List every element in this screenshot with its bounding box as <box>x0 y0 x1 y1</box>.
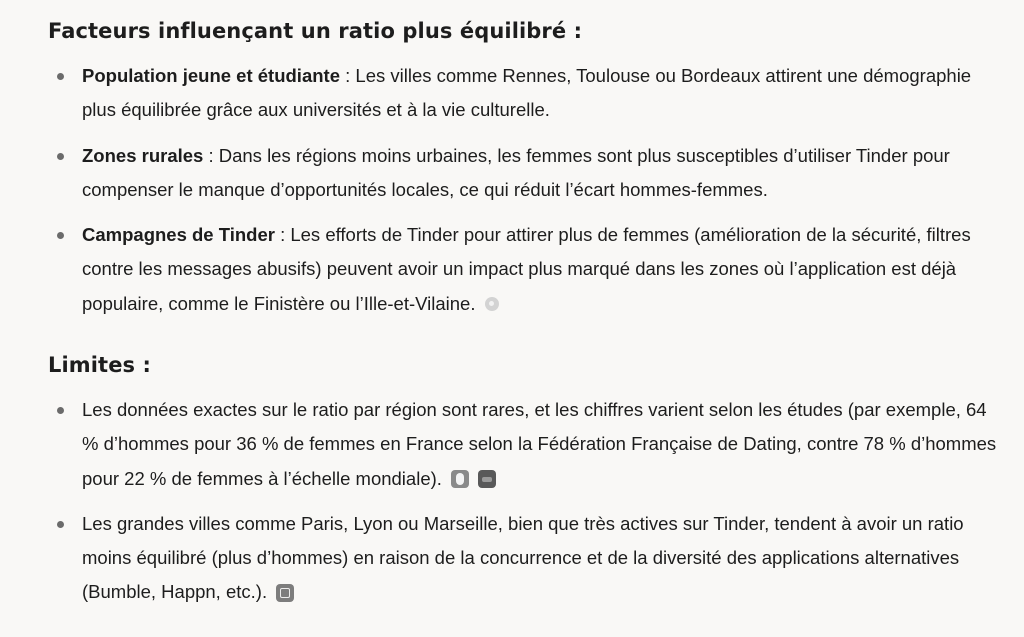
bullet-icon <box>57 521 64 528</box>
bullet-icon <box>57 232 64 239</box>
item-text: Les grandes villes comme Paris, Lyon ou Marseille, bien que très actives sur Tinder, tendent à avoir un ratio moins équilibré (plus d’hommes) en raison de la concurrence et de la diversité des applications alternatives (Bumble, Happn, etc.). <box>82 512 964 603</box>
item-text: Les données exactes sur le ratio par région sont rares, et les chiffres varient selon les études (par exemple, 64 % d’hommes pour 36 % de femmes en France selon la Fédération Française de Dating, contre 78 % d’hommes pour 22 % de femmes à l’échelle mondiale). <box>82 399 997 489</box>
item-term: Zones rurales <box>82 144 204 166</box>
section-heading-factors: Facteurs influençant un ratio plus équilibré : <box>48 19 583 43</box>
source-image-icon[interactable] <box>478 470 496 488</box>
source-square-icon[interactable] <box>276 584 294 602</box>
bullet-icon <box>57 153 64 160</box>
list-item <box>48 139 1008 208</box>
factors-list <box>48 59 1008 332</box>
item-term: Campagnes de Tinder <box>82 224 275 246</box>
source-plus-icon[interactable] <box>485 297 499 311</box>
bullet-icon <box>57 407 64 414</box>
bullet-icon <box>57 73 64 80</box>
item-text: : Dans les régions moins urbaines, les femmes sont plus susceptibles d’utiliser Tinder pour compenser le manque d’opportunités locales, ce qui réduit l’écart hommes-femmes. <box>82 144 950 200</box>
item-term: Population jeune et étudiante <box>82 65 340 86</box>
section-heading-limits: Limites : <box>48 353 152 377</box>
list-item <box>48 507 1008 610</box>
list-item <box>48 218 1008 321</box>
limits-list <box>48 393 1008 621</box>
item-text: : Les efforts de Tinder pour attirer plus de femmes (amélioration de la sécurité, filtres contre les messages abusifs) peuvent avoir un impact plus marqué dans les zones où l’application est déjà populaire, comme le Finistère ou l’Ille-et-Vilaine. <box>82 224 971 314</box>
item-text: : Les villes comme Rennes, Toulouse ou Bordeaux attirent une démographie plus équilibrée grâce aux universités et à la vie culturelle. <box>82 65 972 121</box>
list-item <box>48 59 1008 128</box>
list-item <box>48 393 1008 496</box>
source-logo-icon[interactable] <box>451 470 469 488</box>
